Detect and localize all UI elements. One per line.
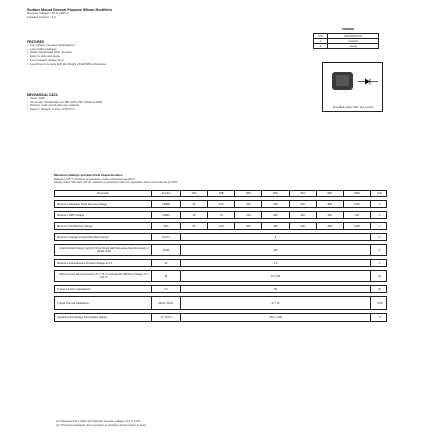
pinning-header-description: DESCRIPTION <box>328 34 379 39</box>
pinning-table <box>313 33 379 49</box>
row-value: 700 <box>344 212 371 218</box>
pin-description: Cathode <box>328 39 379 44</box>
row-value-span: -55 to +150 <box>181 314 371 321</box>
row-unit: pF <box>377 287 382 291</box>
row-symbol: IF(AV) <box>152 234 181 240</box>
table-row <box>54 270 387 282</box>
row-value: 100 <box>208 223 235 229</box>
document-title: Surface Mount General Purpose Silicon Rectifiers <box>27 8 112 12</box>
table-row <box>54 211 387 219</box>
package-caption: Simplified outline SMC and symbol <box>332 106 374 109</box>
row-symbol: IFSM <box>152 245 181 255</box>
row-value: 140 <box>235 212 262 218</box>
row-parameter: Maximum DC Blocking Voltage <box>55 223 152 229</box>
row-unit: V <box>378 224 381 228</box>
row-value: 200 <box>235 201 262 207</box>
row-value-span: 60 <box>181 286 371 292</box>
row-unit: °C/W <box>376 301 383 305</box>
mechanical-list <box>27 97 262 112</box>
row-value: 600 <box>290 223 317 229</box>
mechanical-item: • Polarity: Color band denotes cathode <box>27 104 262 108</box>
row-value-span: 1.0 <box>181 260 371 266</box>
row-parameter: Maximum Average Forward Rectified Current <box>55 234 152 240</box>
row-parameter: Maximum Instantaneous Forward Voltage at 5 A <box>55 260 152 266</box>
feature-item: • Glass Passivated Chip Junction <box>27 51 262 55</box>
row-parameter: Operating and Storage Temperature Range <box>55 314 152 321</box>
column-header-unit: Unit <box>377 192 382 195</box>
mechanical-item: • Approx. Weight: 0.22g / 0.0077oz <box>27 108 262 112</box>
feature-item: • Easy to pick and place <box>27 55 262 59</box>
row-symbol: VDC <box>152 223 181 229</box>
row-value: 600 <box>290 201 317 207</box>
table-row <box>54 285 387 293</box>
row-unit: V <box>378 213 381 217</box>
row-symbol: VRRM <box>152 201 181 207</box>
feature-item: • For surface mounted applications <box>27 44 262 48</box>
row-symbol: TJ, TSTG <box>152 314 181 321</box>
row-unit: µA <box>377 274 382 278</box>
diode-symbol-icon <box>358 77 378 86</box>
row-value: 400 <box>262 201 289 207</box>
table-header-row <box>54 190 387 197</box>
footnotes <box>56 420 376 427</box>
row-value: 200 <box>235 223 262 229</box>
mechanical-item: • Case: SMC <box>27 97 262 101</box>
ratings-table <box>54 190 387 325</box>
row-value: 400 <box>262 223 289 229</box>
ratings-title: Maximum Ratings and Electrical Characteristics <box>54 173 123 177</box>
row-symbol: IR <box>152 271 181 281</box>
row-value: 35 <box>181 212 208 218</box>
column-header-parameter: Parameter <box>55 191 152 196</box>
row-value: 560 <box>317 212 344 218</box>
package-outline <box>322 62 383 112</box>
pin-number: 2 <box>314 44 328 49</box>
mechanical-section <box>27 93 262 112</box>
row-parameter: Peak Forward Surge Current 8.3 ms Single Half Sine-wave Superimposed on Rated Load <box>55 245 152 255</box>
table-row <box>54 296 387 310</box>
ratings-note: Ratings at 25 °C ambient temperature unless otherwise specified. <box>54 176 136 181</box>
table-row <box>54 233 387 241</box>
table-row <box>54 244 387 256</box>
row-value-span: 120 <box>181 245 371 255</box>
row-unit: °C <box>378 316 381 319</box>
ratings-note: Single phase half-wave 60 Hz, resistive or inductive load. For capacitive load current derate by 20%. <box>54 180 179 185</box>
row-value-span: 5 <box>181 234 371 240</box>
row-value: 280 <box>262 212 289 218</box>
row-parameter: Typical Junction Capacitance <box>55 286 152 292</box>
column-header-part: S5D <box>235 191 262 196</box>
row-symbol: VRMS <box>152 212 181 218</box>
row-value: 100 <box>208 201 235 207</box>
row-parameter: Typical Thermal Resistance <box>55 297 152 309</box>
row-value: 420 <box>290 212 317 218</box>
column-header-symbol: Symbol <box>152 191 181 196</box>
feature-item: • Lead free in comply with EU RoHS 2011/65/EU directives <box>27 63 262 67</box>
row-value: 50 <box>181 201 208 207</box>
row-value: 1000 <box>344 223 371 229</box>
table-row <box>54 259 387 267</box>
pin-number: 1 <box>314 39 328 44</box>
row-parameter: Maximum RMS Voltage <box>55 212 152 218</box>
row-symbol: VF <box>152 260 181 266</box>
pin-description: Anode <box>328 44 379 49</box>
column-header-part: S5G <box>262 191 289 196</box>
row-value-span: 10 / 250 <box>181 271 371 281</box>
mechanical-item: • Terminals: Solderable per MIL-STD-750, Method 2026 <box>27 101 262 105</box>
column-header-part: S5M <box>344 191 371 196</box>
pinning-title: PINNING <box>341 27 355 31</box>
table-row <box>54 200 387 208</box>
row-value: 1000 <box>344 201 371 207</box>
header <box>27 8 227 19</box>
mechanical-heading: MECHANICAL DATA <box>27 93 58 97</box>
footnote: (2) Thermal resistance from junction to ambient and junction to lead <box>56 422 146 427</box>
column-header-part: S5A <box>181 191 208 196</box>
features-heading: FEATURES <box>27 40 44 44</box>
row-parameter: Maximum Repetitive Peak Reverse Voltage <box>55 201 152 207</box>
row-symbol: CJ <box>152 286 181 292</box>
pinning-box <box>313 27 383 49</box>
row-value: 800 <box>317 223 344 229</box>
row-unit: V <box>378 261 381 265</box>
table-row <box>54 222 387 230</box>
row-parameter: Maximum DC Reverse Current TJ = 25 °C at Rated DC Blocking Voltage TJ = 125 °C <box>55 271 152 281</box>
row-value: 50 <box>181 223 208 229</box>
features-section <box>27 40 262 66</box>
table-row <box>54 313 387 322</box>
reverse-voltage-line: Reverse Voltage - 50 to 1000 V <box>27 11 69 16</box>
feature-item: • Low profile package <box>27 48 262 52</box>
features-list <box>27 44 262 66</box>
row-value: 70 <box>208 212 235 218</box>
smc-package-image <box>332 72 353 90</box>
pinning-header-pin: PIN <box>314 34 328 39</box>
forward-current-line: Forward Current - 5 A <box>27 14 56 19</box>
column-header-part: S5K <box>317 191 344 196</box>
row-value: 800 <box>317 201 344 207</box>
ratings-notes <box>54 174 354 185</box>
row-symbol: RθJA / RθJL <box>152 297 181 309</box>
footnote: (1) Measured at 1 MHz and applied reverse voltage of 4.0 V DC <box>56 419 141 423</box>
row-value-span: 47 / 15 <box>181 297 371 309</box>
row-unit: A <box>378 235 381 239</box>
row-unit: A <box>378 248 381 252</box>
row-unit: V <box>378 202 381 206</box>
feature-item: • Low forward voltage drop <box>27 59 262 63</box>
column-header-part: S5B <box>208 191 235 196</box>
column-header-part: S5J <box>290 191 317 196</box>
